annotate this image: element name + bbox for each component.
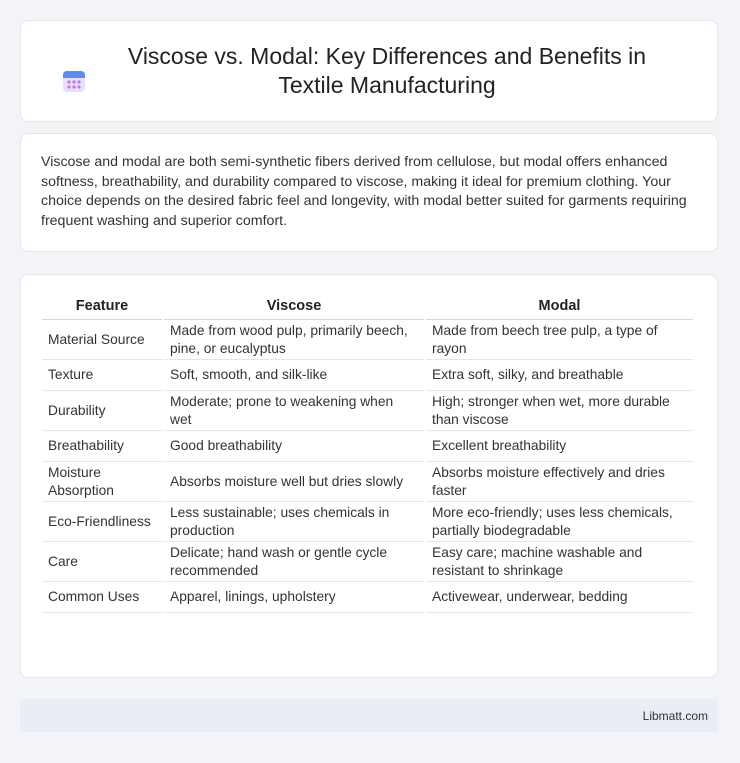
feature-cell: Texture [42, 360, 162, 391]
page-title: Viscose vs. Modal: Key Differences and Benefits in Textile Manufacturing [127, 43, 647, 98]
comparison-table [40, 297, 695, 613]
feature-cell: Material Source [42, 320, 162, 360]
modal-cell: Easy care; machine washable and resistant to shrinkage [426, 542, 693, 582]
table-card [20, 274, 718, 678]
table-row [42, 502, 693, 542]
modal-cell: Extra soft, silky, and breathable [426, 360, 693, 391]
feature-cell: Eco-Friendliness [42, 502, 162, 542]
table-row [42, 582, 693, 613]
modal-cell: Absorbs moisture effectively and dries faster [426, 462, 693, 502]
viscose-cell: Soft, smooth, and silk-like [164, 360, 424, 391]
table-row [42, 360, 693, 391]
footer [20, 699, 718, 732]
footer-site-link[interactable]: Libmatt.com [642, 708, 708, 723]
table-row [42, 431, 693, 462]
modal-cell: High; stronger when wet, more durable than viscose [426, 391, 693, 431]
table-row [42, 462, 693, 502]
table-row [42, 391, 693, 431]
feature-cell: Moisture Absorption [42, 462, 162, 502]
feature-cell: Care [42, 542, 162, 582]
viscose-cell: Made from wood pulp, primarily beech, pine, or eucalyptus [164, 320, 424, 360]
viscose-cell: Absorbs moisture well but dries slowly [164, 462, 424, 502]
table-row [42, 320, 693, 360]
modal-cell: Excellent breathability [426, 431, 693, 462]
viscose-cell: Less sustainable; uses chemicals in production [164, 502, 424, 542]
title-card [20, 20, 718, 122]
title-wrap [59, 42, 679, 100]
viscose-cell: Delicate; hand wash or gentle cycle recommended [164, 542, 424, 582]
modal-cell: Made from beech tree pulp, a type of rayon [426, 320, 693, 360]
header-viscose: Viscose [164, 297, 424, 320]
calendar-icon [61, 68, 87, 94]
table-header-row [42, 297, 693, 320]
table-row [42, 542, 693, 582]
header-modal: Modal [426, 297, 693, 320]
intro-text: Viscose and modal are both semi-synthetic fibers derived from cellulose, but modal offers enhanced softness, breathability, and durability compared to viscose, making it ideal for premium clothing. Your choice depends on the desired fabric feel and longevity, with modal better suited for garments requiring frequent washing and superior comfort. [41, 154, 687, 229]
feature-cell: Common Uses [42, 582, 162, 613]
viscose-cell: Good breathability [164, 431, 424, 462]
header-feature: Feature [42, 297, 162, 320]
feature-cell: Durability [42, 391, 162, 431]
viscose-cell: Moderate; prone to weakening when wet [164, 391, 424, 431]
modal-cell: Activewear, underwear, bedding [426, 582, 693, 613]
feature-cell: Breathability [42, 431, 162, 462]
intro-card [20, 133, 718, 252]
viscose-cell: Apparel, linings, upholstery [164, 582, 424, 613]
modal-cell: More eco-friendly; uses less chemicals, partially biodegradable [426, 502, 693, 542]
